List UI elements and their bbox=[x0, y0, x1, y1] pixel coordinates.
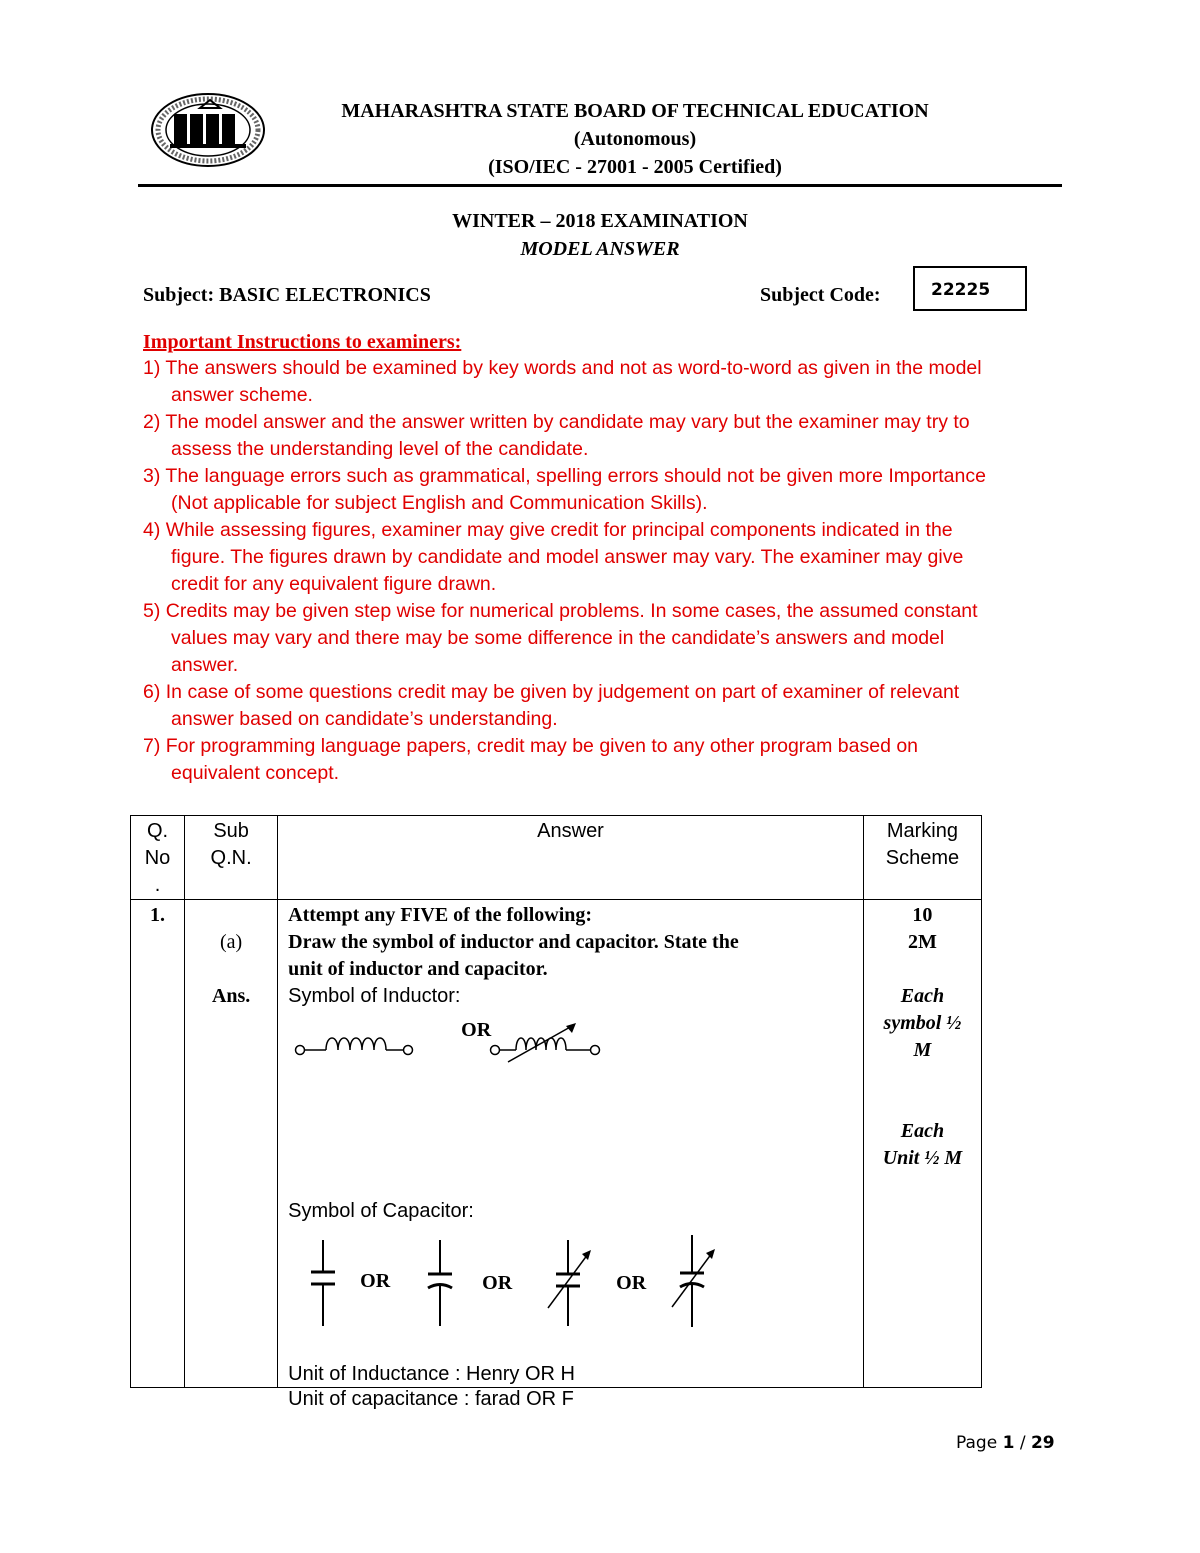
instruction-item: 1) The answers should be examined by key words and not as word-to-word as given in the model answer scheme. bbox=[143, 357, 982, 406]
header-marking: Marking Scheme bbox=[863, 816, 981, 900]
question-marks: 2M bbox=[907, 931, 937, 953]
page-footer bbox=[956, 1433, 1055, 1453]
subject-code-box bbox=[913, 266, 1027, 311]
instruction-item: 2) The model answer and the answer written by candidate may vary but the examiner may try to assess the understanding level of the candidate. bbox=[143, 411, 970, 460]
header-answer: Answer bbox=[278, 816, 864, 900]
variable-capacitor-symbol bbox=[546, 1240, 596, 1326]
scheme-unit-2: Unit ½ M bbox=[882, 1147, 963, 1169]
table-header-row bbox=[131, 816, 982, 900]
instruction-item: 6) In case of some questions credit may be given by judgement on part of examiner of relevant answer based on candidate’s understanding. bbox=[143, 681, 960, 730]
table-row bbox=[131, 900, 982, 1388]
question-line-1: Draw the symbol of inductor and capacitor. State the bbox=[288, 931, 739, 953]
page-separator: / bbox=[1019, 1433, 1026, 1453]
instructions-list bbox=[143, 355, 1073, 787]
scheme-symbol-3: M bbox=[913, 1039, 932, 1061]
cell-marking bbox=[863, 900, 981, 1388]
exam-title: WINTER – 2018 EXAMINATION bbox=[452, 210, 748, 232]
variable-polarized-capacitor-symbol bbox=[670, 1235, 720, 1327]
attempt-instruction: Attempt any FIVE of the following: bbox=[288, 904, 593, 926]
header-rule bbox=[138, 184, 1062, 187]
total-marks: 10 bbox=[912, 904, 933, 926]
cell-qno bbox=[131, 900, 185, 1388]
answer-table bbox=[130, 815, 982, 1410]
subject-code-label: Subject Code: bbox=[760, 284, 881, 306]
header-qno: Q. No . bbox=[131, 816, 185, 900]
or-label: OR bbox=[360, 1270, 391, 1292]
page-number: 1 bbox=[1002, 1433, 1015, 1453]
inductor-symbol bbox=[290, 1025, 420, 1065]
subject-name: Subject: BASIC ELECTRONICS bbox=[143, 284, 431, 306]
or-label: OR bbox=[616, 1272, 647, 1294]
cell-answer bbox=[278, 900, 864, 1410]
cell-subqn bbox=[185, 900, 278, 1388]
capacitor-symbol bbox=[308, 1240, 338, 1326]
variable-inductor-symbol bbox=[488, 1018, 608, 1068]
sub-question: (a) bbox=[220, 931, 243, 953]
instructions-title: Important Instructions to examiners: bbox=[143, 331, 462, 353]
scheme-unit-1: Each bbox=[900, 1120, 945, 1142]
instruction-item: 7) For programming language papers, credit may be given to any other program based on equivalent concept. bbox=[143, 735, 919, 784]
question-number: 1. bbox=[150, 904, 166, 926]
unit-inductance: Unit of Inductance : Henry OR H bbox=[288, 1363, 575, 1385]
page-total: 29 bbox=[1030, 1433, 1055, 1453]
capacitor-symbol-label: Symbol of Capacitor: bbox=[288, 1200, 474, 1222]
or-label: OR bbox=[461, 1019, 492, 1041]
page-label: Page bbox=[956, 1433, 998, 1453]
polarized-capacitor-symbol bbox=[425, 1240, 455, 1326]
instruction-item: 4) While assessing figures, examiner may give credit for principal components indicated in the figure. The figures drawn by candidate and model answer may vary. The examiner may give credit for any equivalent figure drawn. bbox=[143, 519, 964, 595]
question-line-2: unit of inductor and capacitor. bbox=[288, 958, 548, 980]
instruction-item: 3) The language errors such as grammatical, spelling errors should not be given more Importance (Not applicable for subject English and Communication Skills). bbox=[143, 465, 986, 514]
autonomous-label: (Autonomous) bbox=[573, 128, 697, 150]
instruction-item: 5) Credits may be given step wise for numerical problems. In some cases, the assumed constant values may vary and there may be some difference in the candidate’s answers and model answer. bbox=[143, 600, 978, 676]
exam-subtitle: MODEL ANSWER bbox=[520, 238, 680, 260]
ans-label: Ans. bbox=[211, 985, 251, 1007]
header-subqn: Sub Q.N. bbox=[185, 816, 278, 900]
or-label: OR bbox=[482, 1272, 513, 1294]
scheme-symbol-1: Each bbox=[900, 985, 945, 1007]
board-name: MAHARASHTRA STATE BOARD OF TECHNICAL EDUCATION bbox=[341, 100, 929, 122]
subject-code: 22225 bbox=[931, 280, 991, 300]
msbte-logo bbox=[150, 92, 266, 168]
certification-label: (ISO/IEC - 27001 - 2005 Certified) bbox=[488, 156, 782, 178]
scheme-symbol-2: symbol ½ bbox=[883, 1012, 962, 1034]
inductor-symbol-label: Symbol of Inductor: bbox=[288, 985, 461, 1007]
unit-capacitance: Unit of capacitance : farad OR F bbox=[288, 1388, 574, 1410]
